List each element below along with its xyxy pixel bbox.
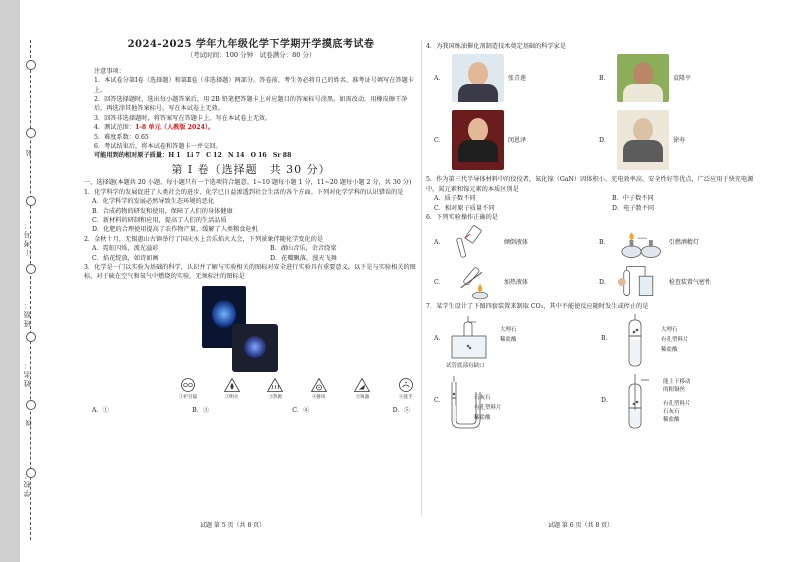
question-1: 1．化学科学的发展促进了人类社会的进步，化学已日益渗透到社会生活的各个方面。下列对化学学科的认识错误的是 [84,188,404,196]
question-2: 2．金秋十月，无锡惠山古镇举行了国庆水上音乐焰火大会，下列景象伴随化学变化的是 [84,235,324,243]
apparatus-label: 有孔塑料片 [663,400,691,407]
hazard-wash-hands [390,378,422,402]
binding-mark-xian: 线 [26,420,33,426]
q3-option-b: B．③ [192,406,210,414]
exam-title: 2024-2025 学年九年级化学下学期开学摸底考试卷 [127,39,375,50]
heating-liquid-icon [451,264,499,300]
notice-heading: 注意事项： [94,67,125,75]
q1-option-b: B．合成药物的研发和使用，保障了人们的身体健康 [92,207,233,215]
q4-option-a [426,51,591,105]
question-3: 3．化学是一门以实验为基础的科学，认识并了解与实验相关的图标对安全进行实验具有重要意义。以下是与实验相关的图标，对于硫在空气和氧气中燃烧的实验，无须标注的图标是 [84,263,416,281]
option-text: 引燃酒精灯 [668,238,699,246]
hazard-label: 洗手 [403,394,413,400]
q5-option-b: B．中子数不同 [612,195,654,203]
binding-examno-field: 考号： [23,220,31,247]
hazard-label: 热源 [272,394,282,400]
notice-3: 3．回答非选择题时，将答案写在答题卡上。写在本试卷上无效。 [94,114,272,122]
hazard-icons-row [172,378,422,402]
q5-option-d: D．电子数不同 [612,204,655,212]
scientist-name: 闵恩泽 [508,136,527,144]
q3-option-c: C．④ [292,406,310,414]
binding-hole [26,332,36,342]
option-letter: A． [434,238,445,246]
apparatus-label: 能上下移动 [663,378,691,385]
option-letter: D． [599,136,611,144]
q2-option-d: D．花瓣飘落，漫天飞舞 [270,254,337,262]
option-letter: A． [434,74,445,82]
question-6: 6．下列实验操作正确的是 [426,214,498,222]
pouring-liquid-icon [451,224,499,260]
q7-row-2 [426,374,760,436]
apparatus-label: 有孔塑料片 [661,336,689,343]
q5-option-c: C．相对原子质量不同 [434,204,495,212]
binding-school-field: 学校： [23,470,31,497]
atomic-masses: 可能用到的相对原子质量：H 1 Li 7 C 12 N 14 O 16 Sr 88 [94,152,292,160]
apparatus-label: 稀盐酸 [500,336,517,343]
hazard-label: 锐器 [360,394,370,400]
hazard-sharp [346,378,378,402]
right-page-footer: 试题 第 6 页（共 8 页） [548,522,614,529]
binding-hole [26,60,36,70]
left-page-footer: 试题 第 5 页（共 8 页） [200,522,266,529]
q2-option-c: C．焰花绽放，如诗如画 [92,254,159,262]
hazard-num: ⑥ [399,394,404,400]
q7-option-b: B． 大理石 有孔塑料片 稀盐酸 [593,312,760,374]
scientist-name: 袁隆平 [673,74,692,82]
scientist-photo [617,54,669,102]
notice-1: 1．本试卷分第Ⅰ卷（选择题）和第Ⅱ卷（非选择题）两部分。答卷前，考生务必将自己的姓名、准考证号填写在答题卡上。 [94,77,414,94]
q6-option-d [591,262,756,302]
notice-4-label: 4．测试范围： [94,124,136,132]
apparatus-label: 石灰石 [474,394,491,401]
apparatus-label: 稀盐酸 [663,416,680,423]
q5-options-row-2 [426,204,760,213]
option-letter: B． [599,74,610,82]
option-letter: C． [434,278,445,286]
binding-hole [26,196,36,206]
apparatus-d-icon [615,374,655,432]
left-page [84,39,418,415]
apparatus-b-icon [615,312,655,370]
option-letter: D． [599,278,611,286]
q3-options [84,406,418,415]
apparatus-label: 稀盐酸 [661,346,678,353]
apparatus-label: 稀盐酸 [474,414,491,421]
apparatus-label: 试管底部有缺口 [446,362,485,369]
q1-option-d: D．化肥的合理使用提高了农作物产量，缓解了人类粮食危机 [92,226,258,234]
q4-option-c [426,107,591,173]
apparatus-label: 有孔塑料片 [474,404,502,411]
question-4: 4．为我国炼油催化剂制造技术奠定基础的科学家是 [426,43,567,50]
right-page [426,42,760,436]
q4-option-b [591,51,756,105]
option-text: 倾倒液体 [503,238,528,246]
q6-option-c [426,262,591,302]
scientist-name: 张青莲 [508,74,527,82]
binding-margin [0,0,44,562]
scientist-photo [452,110,504,170]
hazard-open-flame [216,378,248,402]
q3-option-d: D．⑤ [392,406,410,414]
q5-options-row-1 [426,194,760,203]
q4-options [426,51,756,175]
notice-6: 6．考试结束后，将本试卷和答题卡一并交回。 [94,143,222,151]
hazard-num: ③ [268,394,273,400]
hazard-heat [259,378,291,402]
scientist-photo [617,110,669,170]
alcohol-lamp-icon [616,224,664,260]
binding-class-field: 班级： [23,300,31,327]
goggles-icon [180,378,196,392]
page-divider [421,40,422,516]
apparatus-a-icon [448,314,496,360]
q7-option-d: D． 能上下移动 的粗铜丝 有孔塑料片 石灰石 稀盐酸 [593,374,760,436]
heat-icon [267,378,283,392]
option-text: 加热液体 [503,278,528,286]
hazard-num: ② [224,394,230,400]
q7-row-1 [426,312,760,374]
question-5: 5．作为第三代半导体材料中的佼佼者，氮化镓（GaN）因体积小、充电效率高、安全性好等优点，广泛应用于快充电源中。氮元素和镓元素的本质区别是 [426,176,754,193]
q5-option-a: A．质子数不同 [434,195,476,203]
q6-option-b [591,222,756,262]
binding-name-field: 姓名： [23,360,31,387]
binding-hole [26,264,36,274]
q6-options [426,222,756,302]
notice-2: 2．回答选择题时，选出每小题答案后，用 2B 铅笔把答题卡上对应题目的答案标号涂黑。如需改动，用橡皮擦干净后，再选涂其他答案标号。写在本试卷上无效。 [94,96,408,113]
binding-mark-zhuang: 装 [26,150,33,156]
q3-figure [84,286,418,406]
notice-4-scope: 1-8 单元（人教版 2024）。 [135,124,215,132]
fan-icon [311,378,327,392]
question-intro: 一、选择题(本题共 20 小题，每小题只有一个选项符合题意。1~10 题每小题 1 分，11~20 题每小题 2 分，共 30 分) [84,179,412,187]
hazard-num: ④ [312,394,317,400]
sulfur-oxygen-photo [232,324,278,372]
q1-option-a: A．化学科学的发展必然导致生态环境的恶化 [92,198,215,206]
option-letter: B． [599,238,610,246]
hazard-num: ⑤ [355,394,361,400]
q4-option-d [591,107,756,173]
apparatus-label: 大理石 [661,326,678,333]
question-7: 7．某学生设计了下图四套装置来制取 CO₂，其中不能使反应随时发生或停止的是 [426,303,649,311]
exam-subtitle: （考试时间：100 分钟 试卷满分：80 分） [186,51,316,60]
sharp-object-icon [354,378,370,392]
airtightness-test-icon [616,264,664,300]
hazard-label: 排风 [316,394,326,400]
apparatus-label: 的粗铜丝 [663,386,686,393]
q2-options-row-1 [84,244,418,253]
hazard-label: 护目镜 [183,394,197,400]
binding-hole [26,128,36,138]
hazard-ventilation [303,378,335,402]
q1-option-c: C．新材料的研制和应用，提高了人们的生活品质 [92,216,227,224]
binding-hole [26,400,36,410]
hazard-goggles [172,378,204,402]
binding-dashed-line [30,40,31,540]
q7-option-a: A． 大理石 稀盐酸 试管底部有缺口 [426,312,593,374]
scientist-photo [452,54,504,102]
q2-option-a: A．霓虹闪烁，流光溢彩 [92,245,159,253]
blue-flame-icon [244,336,266,358]
hazard-num: ① [179,394,184,400]
hazard-label: 明火 [229,394,239,400]
notice-5: 5．难度系数：0.65 [94,133,149,141]
q6-option-a [426,222,591,262]
q2-option-b: B．湖山音乐，余音绕梁 [270,245,337,253]
option-letter: C． [434,136,445,144]
apparatus-label: 石灰石 [663,408,680,415]
wash-hands-icon [398,378,414,392]
binding-gray-strip [0,0,20,562]
scientist-name: 徐寿 [673,136,686,144]
flame-icon [224,378,240,392]
q7-option-c: C． 石灰石 有孔塑料片 稀盐酸 [426,374,593,436]
binding-mark-ding: 订 [26,250,33,256]
q3-option-a: A．① [92,406,109,414]
section-title: 第 I 卷（选择题 共 30 分） [171,162,331,176]
option-text: 检查装置气密性 [668,278,711,286]
notice-4 [84,123,418,132]
q2-options-row-2 [84,254,418,263]
apparatus-label: 大理石 [500,326,517,333]
